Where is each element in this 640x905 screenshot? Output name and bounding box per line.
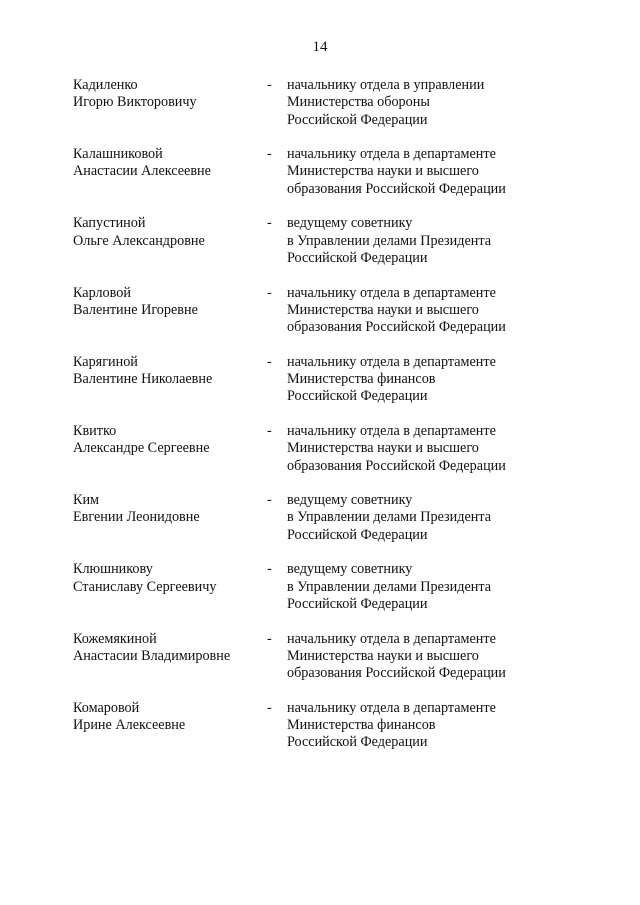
dash-separator: - — [267, 215, 272, 232]
person-given-names: Станиславу Сергеевичу — [73, 578, 217, 595]
appointment-entry — [0, 423, 640, 492]
position-line: Российской Федерации — [287, 388, 428, 405]
person-given-names: Игорю Викторовичу — [73, 94, 197, 111]
position-line: Министерства науки и высшего — [287, 647, 479, 664]
person-name — [73, 354, 263, 389]
person-surname: Квитко — [73, 422, 117, 439]
position-line: Министерства финансов — [287, 716, 436, 733]
person-given-names: Ирине Алексеевне — [73, 716, 186, 733]
person-given-names: Александре Сергеевне — [73, 440, 210, 457]
person-name — [73, 631, 263, 666]
person-surname: Карловой — [73, 284, 131, 301]
dash-separator: - — [267, 353, 272, 370]
position-line: в Управлении делами Президента — [287, 509, 492, 526]
position-line: образования Российской Федерации — [287, 665, 506, 682]
position-title — [287, 423, 617, 475]
person-given-names: Анастасии Алексеевне — [73, 163, 211, 180]
position-line: образования Российской Федерации — [287, 180, 506, 197]
person-surname: Кадиленко — [73, 77, 138, 93]
position-title — [287, 77, 617, 129]
position-title — [287, 354, 617, 406]
dash-separator: - — [267, 146, 272, 163]
position-line: образования Российской Федерации — [287, 457, 506, 474]
position-line: ведущему советнику — [287, 492, 413, 509]
position-title — [287, 561, 617, 613]
appointment-list — [0, 77, 640, 769]
person-given-names: Валентине Николаевне — [73, 371, 213, 388]
person-surname: Карягиной — [73, 353, 138, 370]
person-given-names: Евгении Леонидовне — [73, 509, 200, 526]
person-name — [73, 215, 263, 250]
person-given-names: Анастасии Владимировне — [73, 647, 231, 664]
position-title — [287, 631, 617, 683]
position-line: Российской Федерации — [287, 111, 428, 128]
person-surname: Комаровой — [73, 699, 140, 716]
position-line: начальнику отдела в департаменте — [287, 422, 496, 439]
position-line: начальнику отдела в управлении — [287, 77, 485, 93]
appointment-entry — [0, 77, 640, 146]
person-surname: Калашниковой — [73, 146, 163, 163]
appointment-entry — [0, 354, 640, 423]
position-title — [287, 215, 617, 267]
page-number: 14 — [312, 39, 328, 55]
position-line: Министерства науки и высшего — [287, 440, 479, 457]
appointment-entry — [0, 146, 640, 215]
person-surname: Капустиной — [73, 215, 146, 232]
person-name — [73, 146, 263, 181]
position-line: ведущему советнику — [287, 561, 413, 578]
dash-separator: - — [267, 630, 272, 647]
person-given-names: Ольге Александровне — [73, 232, 205, 249]
position-line: Российской Федерации — [287, 734, 428, 751]
appointment-entry — [0, 215, 640, 284]
position-title — [287, 285, 617, 337]
dash-separator: - — [267, 492, 272, 509]
person-surname: Кожемякиной — [73, 630, 157, 647]
appointment-entry — [0, 561, 640, 630]
appointment-entry — [0, 285, 640, 354]
person-name — [73, 423, 263, 458]
position-line: Российской Федерации — [287, 249, 428, 266]
dash-separator: - — [267, 699, 272, 716]
appointment-entry — [0, 631, 640, 700]
position-line: начальнику отдела в департаменте — [287, 699, 496, 716]
position-line: Министерства науки и высшего — [287, 301, 479, 318]
appointment-entry — [0, 492, 640, 561]
position-title — [287, 700, 617, 752]
position-line: Российской Федерации — [287, 595, 428, 612]
position-line: начальнику отдела в департаменте — [287, 284, 496, 301]
dash-separator: - — [267, 77, 272, 93]
position-line: Министерства финансов — [287, 371, 436, 388]
person-name — [73, 700, 263, 735]
person-name — [73, 285, 263, 320]
position-line: начальнику отдела в департаменте — [287, 353, 496, 370]
position-line: образования Российской Федерации — [287, 319, 506, 336]
position-line: начальнику отдела в департаменте — [287, 630, 496, 647]
person-given-names: Валентине Игоревне — [73, 301, 198, 318]
position-line: начальнику отдела в департаменте — [287, 146, 496, 163]
person-name — [73, 492, 263, 527]
position-title — [287, 492, 617, 544]
position-line: в Управлении делами Президента — [287, 578, 492, 595]
dash-separator: - — [267, 422, 272, 439]
position-line: Министерства обороны — [287, 94, 430, 111]
dash-separator: - — [267, 561, 272, 578]
position-title — [287, 146, 617, 198]
position-line: Российской Федерации — [287, 526, 428, 543]
person-surname: Клюшникову — [73, 561, 153, 578]
person-name — [73, 561, 263, 596]
position-line: Министерства науки и высшего — [287, 163, 479, 180]
person-surname: Ким — [73, 492, 100, 509]
position-line: в Управлении делами Президента — [287, 232, 492, 249]
person-name — [73, 77, 263, 112]
appointment-entry — [0, 700, 640, 769]
dash-separator: - — [267, 284, 272, 301]
position-line: ведущему советнику — [287, 215, 413, 232]
